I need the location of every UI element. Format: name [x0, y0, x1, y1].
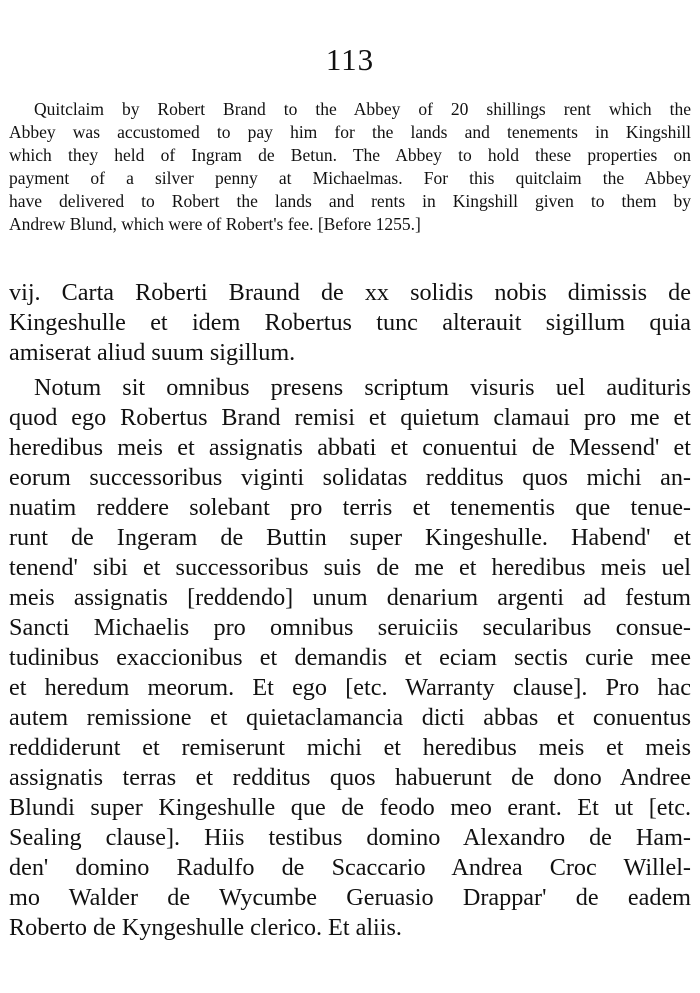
charter-line: quod ego Robertus Brand remisi et quietum clamaui pro me et [9, 404, 691, 431]
charter-line: Notum sit omnibus presens scriptum visuris uel audituris [34, 374, 691, 401]
charter-line: runt de Ingeram de Buttin super Kingeshulle. Habend' et [9, 524, 691, 551]
summary-line: Quitclaim by Robert Brand to the Abbey of 20 shillings rent which the [34, 99, 691, 119]
summary-line: payment of a silver penny at Michaelmas. For this quitclaim the Abbey [9, 167, 691, 188]
english-summary [9, 98, 691, 235]
charter-line: Sancti Michaelis pro omnibus seruiciis secularibus consue- [9, 614, 691, 641]
charter-line: Blundi super Kingeshulle que de feodo meo erant. Et ut [etc. [9, 794, 691, 821]
charter-line: Sealing clause]. Hiis testibus domino Alexandro de Ham- [9, 824, 691, 851]
summary-line: which they held of Ingram de Betun. The Abbey to hold these properties on [9, 144, 691, 165]
charter-line: et heredum meorum. Et ego [etc. Warranty clause]. Pro hac [9, 674, 691, 701]
charter-line: nuatim reddere solebant pro terris et tenementis que tenue- [9, 494, 691, 521]
summary-line: Abbey was accustomed to pay him for the lands and tenements in Kingshill [9, 121, 691, 142]
charter-line: den' domino Radulfo de Scaccario Andrea Croc Willel- [9, 854, 691, 881]
charter-line: assignatis terras et redditus quos habuerunt de dono Andree [9, 764, 691, 791]
charter-line: Roberto de Kyngeshulle clerico. Et aliis. [9, 914, 402, 941]
summary-line: have delivered to Robert the lands and rents in Kingshill given to them by [9, 190, 691, 211]
charter-line: tudinibus exaccionibus et demandis et eciam sectis curie mee [9, 644, 691, 671]
charter-line: autem remissione et quietaclamancia dicti abbas et conuentus [9, 704, 691, 731]
charter-line: heredibus meis et assignatis abbati et conuentui de Messend' et [9, 434, 691, 461]
summary-line: Andrew Blund, which were of Robert's fee. [Before 1255.] [9, 213, 421, 234]
charter-line: tenend' sibi et successoribus suis de me et heredibus meis uel [9, 554, 691, 581]
charter-line: reddiderunt et remiserunt michi et heredibus meis et meis [9, 734, 691, 761]
charter-text [9, 373, 691, 943]
charter-line: eorum successoribus viginti solidatas redditus quos michi an- [9, 464, 691, 491]
heading-line: amiserat aliud suum sigillum. [9, 339, 296, 366]
charter-heading [9, 278, 691, 368]
heading-line: vij. Carta Roberti Braund de xx solidis nobis dimissis de [9, 279, 691, 306]
charter-line: mo Walder de Wycumbe Geruasio Drappar' de eadem [9, 884, 691, 911]
page-number: 113 [325, 42, 375, 77]
charter-line: meis assignatis [reddendo] unum denarium argenti ad festum [9, 584, 691, 611]
heading-line: Kingeshulle et idem Robertus tunc alterauit sigillum quia [9, 309, 691, 336]
